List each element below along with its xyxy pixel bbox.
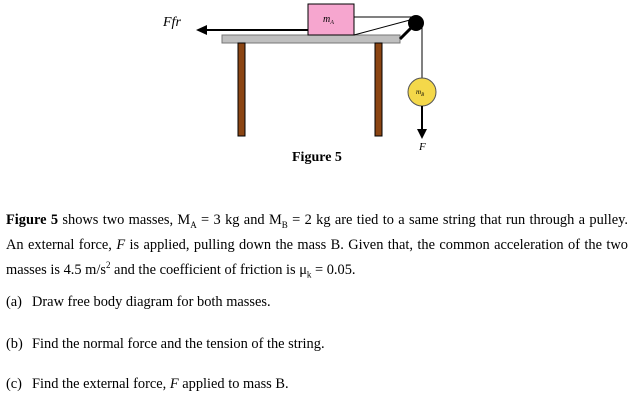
question-c (6, 376, 289, 393)
force-label: F (419, 141, 426, 153)
question-text: Draw free body diagram for both masses. (32, 294, 271, 310)
force-symbol: F (169, 376, 179, 392)
question-text: Find the normal force and the tension of the string. (32, 336, 325, 352)
mb-subscript: B (281, 219, 288, 230)
mass-a-label: $m_A$ (323, 14, 334, 26)
intro-text-3: = 2 kg are tied to a same string that run through a pulley. An external force, (6, 212, 629, 253)
figure-ref: Figure 5 (6, 212, 59, 228)
intro-text-4: is applied, pulling down the mass B. Given that, the common acceleration of the two masses is 4.5 m/s (6, 236, 629, 278)
problem-statement (6, 210, 628, 285)
intro-text-6: = 0.05. (311, 261, 356, 278)
mu-subscript: k (306, 269, 312, 280)
question-number: (c) (6, 376, 22, 392)
question-a (6, 294, 271, 311)
pulley-bracket (400, 27, 412, 39)
intro-text-5: and the coefficient of friction is μ (110, 261, 307, 278)
string-diagonal (354, 20, 410, 35)
friction-arrowhead (196, 25, 207, 35)
table-leg-left (238, 43, 245, 136)
question-tail: applied to mass B. (178, 376, 289, 392)
physics-figure (0, 0, 631, 170)
question-b (6, 336, 325, 353)
figure-caption: Figure 5 (292, 150, 342, 165)
intro-text-1: shows two masses, M (58, 212, 191, 228)
table-top (222, 35, 400, 43)
friction-label: Ffr (163, 15, 181, 30)
table-leg-right (375, 43, 382, 136)
mass-b-label: $m_B$ (416, 88, 425, 98)
intro-text-2: = 3 kg and M (196, 212, 282, 228)
force-arrowhead (417, 129, 427, 139)
ma-subscript: A (190, 219, 197, 230)
force-symbol: F (116, 236, 126, 253)
mass-b-ball (408, 78, 436, 106)
question-text: Find the external force, (32, 376, 170, 392)
question-number: (b) (6, 336, 23, 352)
question-number: (a) (6, 294, 22, 310)
squared-superscript: 2 (105, 259, 111, 270)
